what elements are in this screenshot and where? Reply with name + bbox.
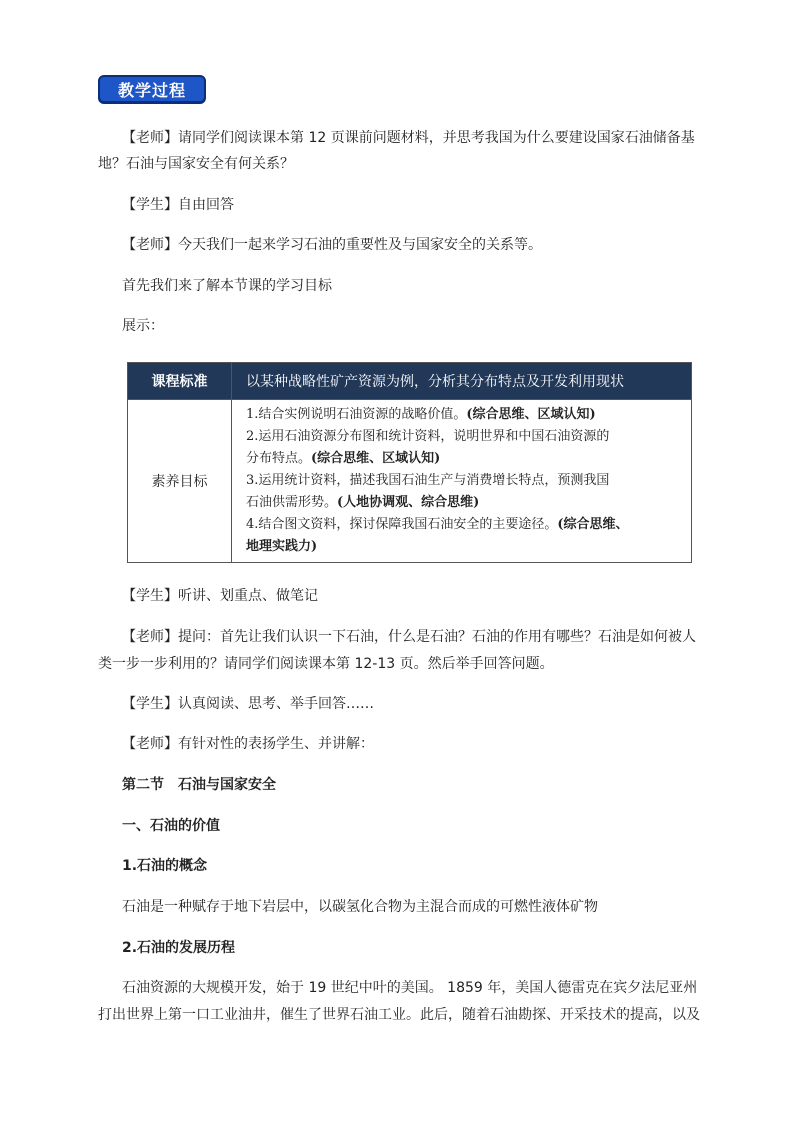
role-label: 【学生】: [122, 197, 178, 213]
table-row: [128, 400, 692, 563]
teacher-paragraph-2: [122, 232, 722, 258]
objective-line: 3.运用统计资料，描述我国石油生产与消费增长特点，预测我国: [246, 473, 610, 488]
paragraph-text: 认真阅读、思考、举手回答……: [178, 696, 374, 712]
objective-line: 石油供需形势。(人地协调观、综合思维): [246, 495, 480, 510]
section-badge: 教学过程: [98, 75, 206, 103]
role-label: 【老师】: [122, 736, 178, 752]
paragraph-text: 展示：: [122, 318, 164, 334]
objective-line: 2.运用石油资源分布图和统计资料，说明世界和中国石油资源的: [246, 429, 610, 444]
display-label: [122, 313, 722, 339]
paragraph-text: 类一步一步利用的？请同学们阅读课本第 12-13 页。然后举手回答问题。: [98, 656, 554, 672]
role-label: 【学生】: [122, 696, 178, 712]
curriculum-table: [127, 362, 692, 563]
paragraph-text: 今天我们一起来学习石油的重要性及与国家安全的关系等。: [178, 237, 542, 253]
heading-1: 一、石油的价值: [122, 818, 220, 834]
student-paragraph-2: [122, 583, 722, 609]
teacher-paragraph-3: [122, 624, 722, 650]
intro-paragraph: [122, 273, 722, 299]
objective-line: 分布特点。(综合思维、区域认知): [246, 451, 441, 466]
table-header-label: 课程标准: [128, 363, 232, 400]
teacher-paragraph-1: [122, 125, 722, 151]
heading-1-1: 1.石油的概念: [122, 858, 208, 874]
role-label: 【老师】: [122, 130, 178, 146]
concept-paragraph: 石油是一种赋存于地下岩层中，以碳氢化合物为主混合而成的可燃性液体矿物: [122, 899, 598, 915]
paragraph-text: 听讲、划重点、做笔记: [178, 588, 318, 604]
paragraph-text: 自由回答: [178, 197, 234, 213]
objective-line: 4.结合图文资料，探讨保障我国石油安全的主要途径。(综合思维、: [246, 517, 629, 532]
teacher-paragraph-1-cont: [98, 151, 698, 177]
role-label: 【老师】: [122, 237, 178, 253]
teacher-paragraph-4: [122, 731, 722, 757]
role-label: 【老师】: [122, 629, 178, 645]
table-header-content: 以某种战略性矿产资源为例，分析其分布特点及开发利用现状: [232, 363, 692, 400]
student-paragraph-1: [122, 192, 722, 218]
paragraph-text: 地？石油与国家安全有何关系？: [98, 156, 294, 172]
objective-line: 地理实践力): [246, 539, 318, 554]
objective-line: 1.结合实例说明石油资源的战略价值。(综合思维、区域认知): [246, 407, 596, 422]
table-row-label: 素养目标: [128, 400, 232, 563]
history-paragraph-cont: 打出世界上第一口工业油井，催生了世界石油工业。此后，随着石油勘探、开采技术的提高，以及: [98, 1007, 700, 1023]
paragraph-text: 请同学们阅读课本第 12 页课前问题材料，并思考我国为什么要建设国家石油储备基: [178, 130, 695, 146]
teacher-paragraph-3-cont: [98, 651, 698, 677]
paragraph-text: 有针对性的表扬学生、并讲解：: [178, 736, 374, 752]
objectives-cell: [232, 400, 692, 563]
student-paragraph-3: [122, 691, 722, 717]
history-paragraph: 石油资源的大规模开发，始于 19 世纪中叶的美国。 1859 年，美国人德雷克在宾夕法尼亚州: [122, 980, 698, 996]
section-title: 第二节 石油与国家安全: [122, 777, 276, 793]
role-label: 【学生】: [122, 588, 178, 604]
table-header-row: [128, 363, 692, 400]
paragraph-text: 首先我们来了解本节课的学习目标: [122, 278, 332, 294]
paragraph-text: 提问：首先让我们认识一下石油，什么是石油？石油的作用有哪些？石油是如何被人: [178, 629, 696, 645]
heading-1-2: 2.石油的发展历程: [122, 940, 236, 956]
